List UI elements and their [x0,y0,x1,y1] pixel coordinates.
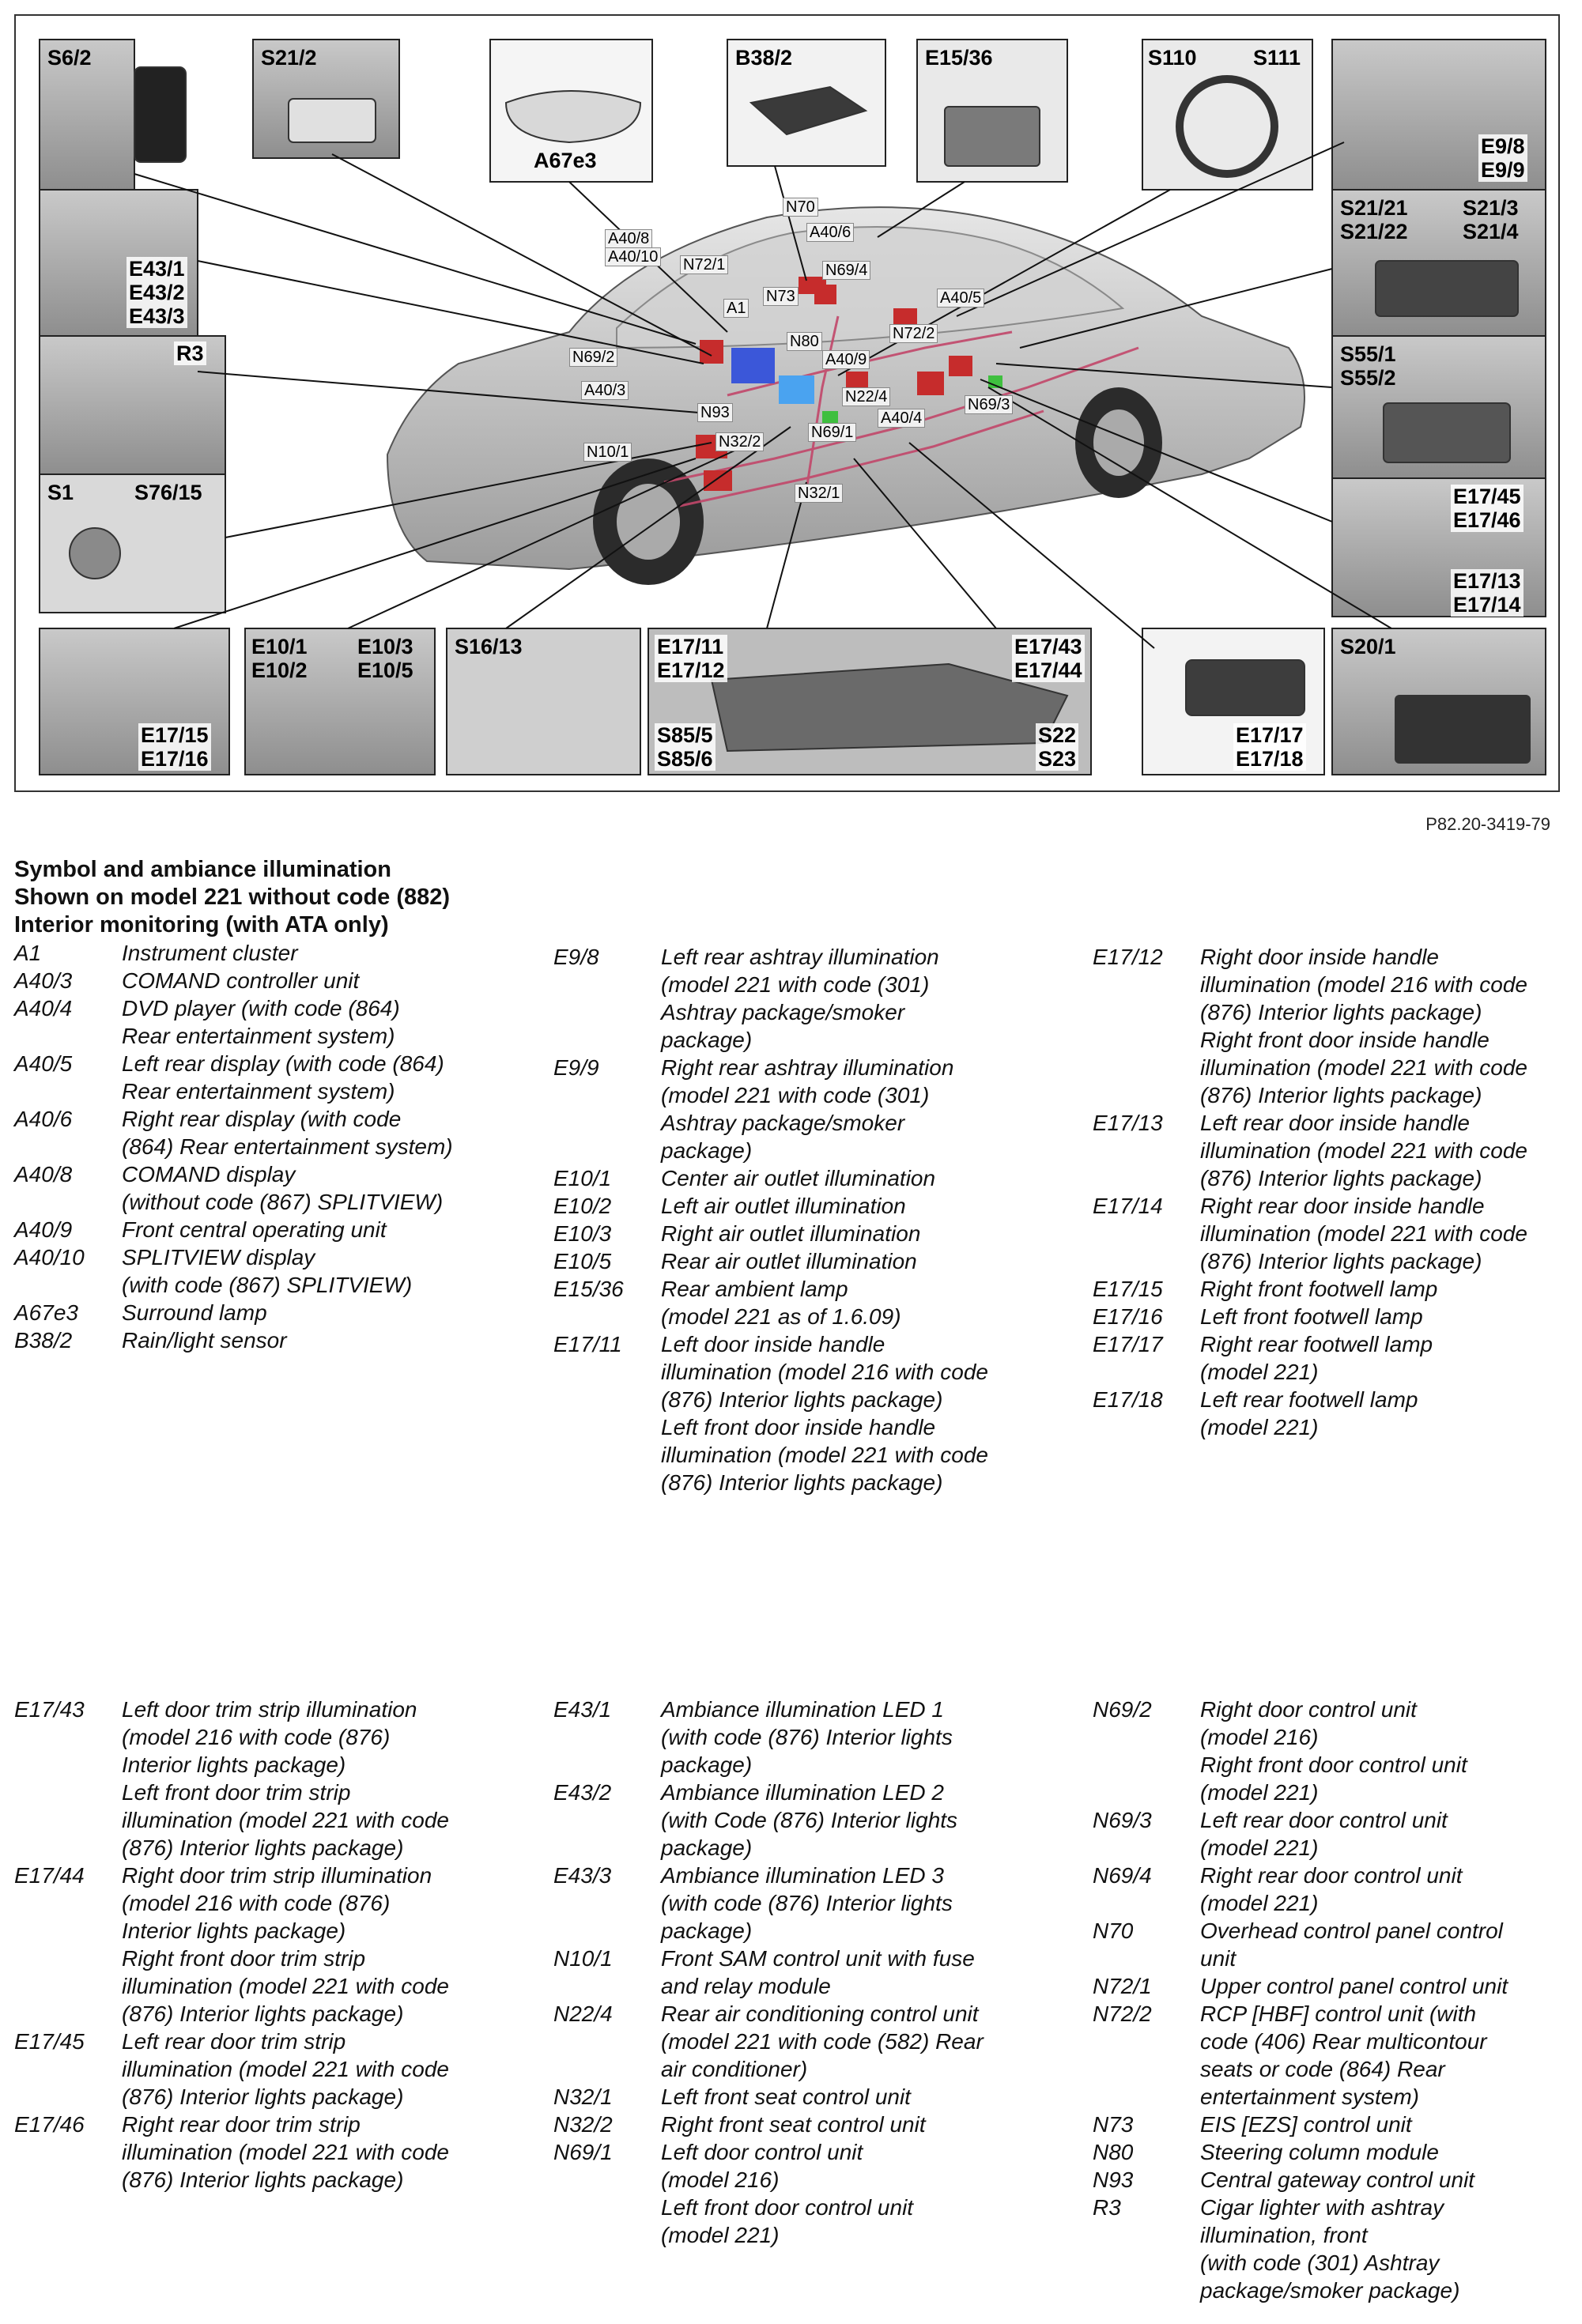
label-e43: E43/1 E43/2 E43/3 [126,257,187,328]
legend-entry-description: Rain/light sensor [122,1328,287,1353]
legend-entry-code: A40/9 [14,1217,73,1242]
legend-entry-description: Central gateway control unit [1200,2167,1475,2192]
callout-n72-2: N72/2 [889,324,938,343]
label-s1: S1 [47,481,74,504]
legend-entry-description: Instrument cluster [122,941,298,965]
legend-entry-description: Front SAM control unit with fuse and relay module [661,1946,975,1998]
legend-entry-code: E17/45 [14,2029,85,2054]
legend-entry-code: N32/1 [553,2084,613,2109]
legend-entry [553,1945,1075,2000]
legend-entry-code: E9/9 [553,1055,599,1080]
legend-entry-description: SPLITVIEW display (with code (867) SPLITVIEW) [122,1245,413,1297]
legend-entry-description: Right rear display (with code (864) Rear entertainment system) [122,1107,453,1159]
label-s22: S22 S23 [1036,723,1078,771]
legend-entry [553,1696,1075,1779]
legend-entry-description: Left rear door trim strip illumination (model 221 with code (876) Interior lights package) [122,2029,449,2109]
legend-entry [14,1326,536,1354]
legend-entry [14,1299,536,1326]
legend-entry-description: Surround lamp [122,1300,267,1325]
legend-entry-description: RCP [HBF] control unit (with code (406) Rear multicontour seats or code (864) Rear entertainment system) [1200,2001,1487,2109]
legend-entry-code: E43/3 [553,1863,612,1888]
callout-n70: N70 [783,198,818,217]
legend-entry-description: DVD player (with code (864) Rear entertainment system) [122,996,400,1048]
legend-entry-description: Rear air conditioning control unit (model 221 with code (582) Rear air conditioner) [661,2001,984,2081]
legend-title-line-2: Shown on model 221 without code (882) [14,885,451,910]
legend-entry-code: E9/8 [553,945,599,969]
legend-entry-code: N93 [1093,2167,1134,2192]
legend-entry-code: E15/36 [553,1277,624,1301]
legend-column-top-1 [14,939,536,1354]
label-b38-2: B38/2 [735,46,793,70]
e15-36-lamp-sketch [945,107,1040,166]
label-s110: S110 [1148,46,1197,70]
legend-entry-code: A40/10 [14,1245,85,1270]
legend-entry-description: Rear air outlet illumination [661,1249,917,1273]
label-e9-8-e9-9: E9/8 E9/9 [1478,134,1527,182]
callout-a40-6: A40/6 [806,223,854,242]
callout-a1: A1 [723,299,749,318]
legend-entry [553,1330,1075,1496]
legend-entry-code: E17/17 [1093,1332,1163,1356]
legend-column-top-2 [553,943,1075,1496]
legend-entry [14,1160,536,1216]
callout-a40-3: A40/3 [581,381,629,400]
legend-entry [14,939,536,967]
callout-n69-4: N69/4 [822,261,870,280]
legend-entry [1093,1917,1582,1972]
legend-entry-code: A1 [14,941,42,965]
legend-entry-description: Rear ambient lamp (model 221 as of 1.6.09) [661,1277,901,1329]
legend-entry-code: E17/14 [1093,1194,1163,1218]
legend-entry-code: N10/1 [553,1946,613,1971]
legend-entry [14,967,536,994]
footwell-lamp-sketch [1186,660,1304,715]
label-e17-43: E17/43 E17/44 [1012,635,1085,682]
legend-entry [1093,1696,1582,1806]
callout-a40-9: A40/9 [822,350,870,369]
legend-entry-code: A40/8 [14,1162,73,1187]
label-e17-45: E17/45 E17/46 [1451,485,1523,532]
legend-entry-code: E17/46 [14,2112,85,2137]
legend-entry-description: Right door control unit (model 216) Right front door control unit (model 221) [1200,1697,1467,1805]
label-s85: S85/5 S85/6 [655,723,715,771]
legend-entry [1093,2194,1582,2304]
legend-entry [1093,1330,1582,1386]
legend-entry-description: Upper control panel control unit [1200,1974,1508,1998]
legend-entry-description: COMAND display (without code (867) SPLITVIEW) [122,1162,444,1214]
legend-entry-description: Right rear door inside handle illumination (model 221 with code (876) Interior lights package) [1200,1194,1527,1273]
legend-title-line-1: Symbol and ambiance illumination [14,857,391,882]
legend-entry-description: Left door control unit (model 216) Left front door control unit (model 221) [661,2140,914,2247]
label-s111: S111 [1253,46,1301,70]
legend-entry-description: Right front footwell lamp [1200,1277,1438,1301]
legend-entry [553,1220,1075,1247]
callout-n69-3: N69/3 [965,395,1013,414]
legend-entry-code: E17/16 [1093,1304,1163,1329]
s55-switch-sketch [1384,403,1510,462]
legend-entry-description: COMAND controller unit [122,968,360,993]
label-e10-1: E10/1 E10/2 [251,635,308,682]
legend-entry-code: N69/2 [1093,1697,1152,1722]
legend-entry-code: E10/1 [553,1166,612,1190]
callout-n10-1: N10/1 [583,443,632,462]
callout-a40-4: A40/4 [878,409,925,428]
legend-column-top-3 [1093,943,1582,1441]
component-location-figure [14,14,1560,792]
callout-n69-2: N69/2 [569,348,617,367]
legend-entry-code: E43/2 [553,1780,612,1805]
callout-n72-1: N72/1 [680,255,728,274]
label-s76-15: S76/15 [134,481,202,504]
legend-entry-description: Right air outlet illumination [661,1221,921,1246]
legend-entry [14,994,536,1050]
label-a67e3: A67e3 [534,149,597,172]
s6-2-panel-sketch [134,67,186,162]
legend-entry-description: Ambiance illumination LED 2 (with Code (876) Interior lights package) [661,1780,958,1860]
callout-n22-4: N22/4 [842,387,890,406]
legend-entry [14,1050,536,1105]
legend-entry-description: Left front seat control unit [661,2084,911,2109]
callout-a40-5: A40/5 [937,289,984,307]
legend-entry-code: B38/2 [14,1328,73,1353]
legend-entry-description: Left rear display (with code (864) Rear entertainment system) [122,1051,444,1104]
legend-entry-code: A40/3 [14,968,73,993]
legend-entry [14,2028,536,2111]
legend-entry-code: E43/1 [553,1697,612,1722]
legend-entry-description: Left door trim strip illumination (model 216 with code (876) Interior lights package) Left front door trim strip illumination (model 221 with code (876) Interior lights package) [122,1697,449,1860]
legend-entry-description: Right rear door trim strip illumination (model 221 with code (876) Interior lights package) [122,2112,449,2192]
legend-entry [1093,2000,1582,2111]
legend-entry-code: N73 [1093,2112,1134,2137]
legend-entry-code: R3 [1093,2195,1121,2220]
legend-column-bottom-1 [14,1696,536,2194]
legend-column-bottom-3 [1093,1696,1582,2304]
legend-entry-code: N69/4 [1093,1863,1152,1888]
callout-a40-8: A40/8 [605,229,652,248]
label-s20-1: S20/1 [1340,635,1396,658]
legend-entry-code: N22/4 [553,2001,613,2026]
legend-entry-description: Right rear footwell lamp (model 221) [1200,1332,1433,1384]
label-e17-15: E17/15 E17/16 [138,723,211,771]
legend-entry [1093,2111,1582,2138]
legend-entry-code: N80 [1093,2140,1134,2164]
legend-entry [553,2111,1075,2138]
legend-entry [14,1696,536,1862]
s1-knob-sketch [70,528,120,579]
legend-entry [14,1862,536,2028]
legend-entry-code: N72/1 [1093,1974,1152,1998]
legend-entry [1093,1972,1582,2000]
legend-entry-code: E17/18 [1093,1387,1163,1412]
legend-entry-code: E10/5 [553,1249,612,1273]
legend-entry-code: E17/44 [14,1863,85,1888]
legend-entry-code: E17/11 [553,1332,622,1356]
legend-entry [553,1192,1075,1220]
legend-entry [14,1243,536,1299]
legend-entry [1093,1275,1582,1303]
callout-n80: N80 [787,332,822,351]
legend-entry [14,1216,536,1243]
legend-entry-description: Left front footwell lamp [1200,1304,1423,1329]
legend-entry-description: Right rear door control unit (model 221) [1200,1863,1463,1915]
legend-entry [14,1105,536,1160]
legend-entry [553,1164,1075,1192]
callout-n69-1: N69/1 [808,423,856,442]
label-e17-17: E17/17 E17/18 [1233,723,1306,771]
callout-n32-1: N32/1 [795,484,843,503]
legend-entry-description: EIS [EZS] control unit [1200,2112,1412,2137]
legend-entry-description: Right door trim strip illumination (model 216 with code (876) Interior lights package) Right front door trim strip illumination (model 221 with code (876) Interior lights package) [122,1863,449,2026]
legend-entry-code: N32/2 [553,2112,613,2137]
legend-entry-code: A67e3 [14,1300,78,1325]
legend-entry-description: Ambiance illumination LED 1 (with code (876) Interior lights package) [661,1697,953,1777]
legend-entry-description: Left rear ashtray illumination (model 221 with code (301) Ashtray package/smoker package) [661,945,939,1052]
callout-n93: N93 [697,403,733,422]
legend-column-bottom-2 [553,1696,1075,2249]
legend-title-line-3: Interior monitoring (with ATA only) [14,912,389,938]
legend-entry-code: A40/4 [14,996,73,1021]
callout-a40-10: A40/10 [605,247,661,266]
legend-entry-code: A40/6 [14,1107,73,1131]
label-s21-2: S21/2 [261,46,317,70]
legend-entry [553,2138,1075,2249]
legend-entry-description: Left door inside handle illumination (model 216 with code (876) Interior lights package) Left front door inside handle illumination (model 221 with code (876) Interior lights package) [661,1332,988,1495]
legend-entry [1093,2138,1582,2166]
label-r3: R3 [174,341,206,365]
legend-entry [1093,1806,1582,1862]
legend-entry [1093,1386,1582,1441]
s21-21-switch-sketch [1376,261,1518,316]
label-s55: S55/1 S55/2 [1340,342,1396,390]
callout-n73: N73 [763,287,799,306]
legend-entry [553,1862,1075,1945]
label-e10-3: E10/3 E10/5 [357,635,413,682]
legend-entry [553,1247,1075,1275]
legend-entry-code: E17/13 [1093,1111,1163,1135]
legend-entry-description: Left rear footwell lamp (model 221) [1200,1387,1418,1439]
legend-entry-description: Right door inside handle illumination (model 216 with code (876) Interior lights package) Right front door inside handle illumination (model 221 with code (876) Interior lights package) [1200,945,1527,1107]
legend-entry [1093,2166,1582,2194]
legend-entry-code: E17/12 [1093,945,1163,969]
label-e15-36: E15/36 [925,46,993,70]
legend-entry [1093,1109,1582,1192]
figure-artwork [16,16,1558,790]
label-s21-3: S21/3 S21/4 [1463,196,1519,243]
s21-2-switch-sketch [289,99,376,142]
legend-entry-code: E17/43 [14,1697,85,1722]
legend-entry-description: Center air outlet illumination [661,1166,936,1190]
legend-entry [553,943,1075,1054]
legend-entry [14,2111,536,2194]
label-s21-21: S21/21 S21/22 [1340,196,1408,243]
legend-entry-code: N72/2 [1093,2001,1152,2026]
label-e17-11: E17/11 E17/12 [655,635,727,682]
legend-entry-description: Steering column module [1200,2140,1439,2164]
legend-entry-description: Front central operating unit [122,1217,387,1242]
s20-1-switch-sketch [1395,696,1530,763]
legend-entry-description: Cigar lighter with ashtray illumination, front (with code (301) Ashtray package/smoker package) [1200,2195,1460,2303]
legend-entry-description: Left rear door inside handle illumination (model 221 with code (876) Interior lights package) [1200,1111,1527,1190]
legend-entry-description: Ambiance illumination LED 3 (with code (876) Interior lights package) [661,1863,953,1943]
figure-code: P82.20-3419-79 [1425,814,1550,834]
legend-entry-description: Overhead control panel control unit [1200,1918,1503,1971]
legend-entry-code: N69/1 [553,2140,613,2164]
legend-entry [1093,943,1582,1109]
legend-entry-code: N70 [1093,1918,1134,1943]
legend-entry [553,1275,1075,1330]
legend-entry-description: Left air outlet illumination [661,1194,906,1218]
legend-entry-code: E10/2 [553,1194,612,1218]
legend-entry-code: N69/3 [1093,1808,1152,1832]
legend-entry-description: Right front seat control unit [661,2112,926,2137]
legend-entry [553,2083,1075,2111]
legend-entry [553,1779,1075,1862]
label-s16-13: S16/13 [455,635,523,658]
legend-entry [553,2000,1075,2083]
legend-entry [1093,1192,1582,1275]
callout-n32-2: N32/2 [715,432,764,451]
legend-entry [553,1054,1075,1164]
label-e17-13: E17/13 E17/14 [1451,569,1523,617]
label-s6-2: S6/2 [47,46,92,70]
legend-entry-description: Right rear ashtray illumination (model 221 with code (301) Ashtray package/smoker package) [661,1055,954,1163]
legend-entry-code: E17/15 [1093,1277,1163,1301]
legend-entry [1093,1862,1582,1917]
legend-entry-code: A40/5 [14,1051,73,1076]
legend-entry-code: E10/3 [553,1221,612,1246]
legend-entry-description: Left rear door control unit (model 221) [1200,1808,1448,1860]
legend-entry [1093,1303,1582,1330]
